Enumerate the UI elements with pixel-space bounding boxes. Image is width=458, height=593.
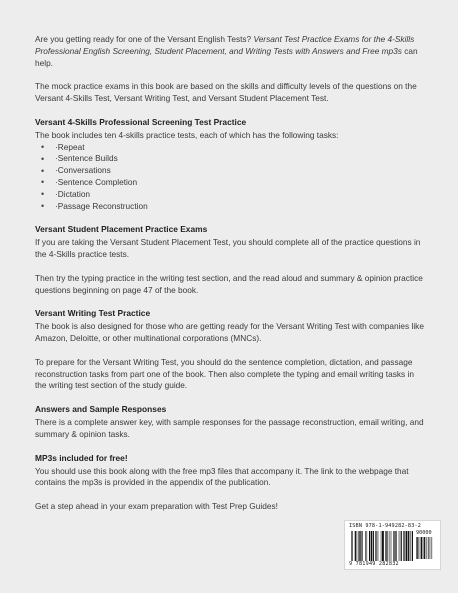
list-item: • ·Repeat — [49, 142, 427, 154]
barcode-bar — [396, 531, 397, 561]
barcode-bar — [406, 531, 408, 561]
intro-paragraph — [35, 34, 427, 69]
barcode-bar — [404, 531, 405, 561]
intro-lead: Are you getting ready for one of the Versant English Tests? — [35, 34, 254, 44]
placement-text-1: If you are taking the Versant Student Placement Test, you should complete all of the practice questions in the 4-Skills practice tests. — [35, 237, 421, 259]
barcode — [344, 520, 441, 570]
list-item: • ·Conversations — [49, 165, 427, 177]
writing-text-2: To prepare for the Versant Writing Test, you should do the sentence completion, dictation, and passage reconstruction tasks from part one of the book. Then also complete the typing and email writing tasks in the writing test section of the study guide. — [35, 356, 414, 391]
barcode-bar — [394, 531, 395, 561]
barcode-bar — [381, 531, 382, 561]
barcode-bar — [393, 531, 394, 561]
barcode-bar — [352, 531, 353, 561]
barcode-bar — [385, 531, 386, 561]
barcode-bar — [428, 537, 429, 559]
mp3-heading: MP3s included for free! — [35, 452, 128, 463]
section-writing — [35, 308, 427, 392]
list-item: • ·Sentence Completion — [49, 177, 427, 189]
task-list — [35, 142, 427, 213]
barcode-bar — [382, 531, 384, 561]
list-item: • ·Dictation — [49, 189, 427, 201]
price-code: 90000 — [416, 530, 432, 536]
barcode-bar — [389, 531, 390, 561]
mock-exams-paragraph: The mock practice exams in this book are based on the skills and difficulty levels of the questions on the Versant 4-Skills Test, Versant Writing Test, and Versant Student Placement Test. — [35, 81, 417, 104]
addon-barcode-graphic — [416, 537, 436, 559]
book-title: Versant Test Practice Exams for the 4-Skills Professional English Screening, Student Placement, and Writing Tests with Answers and Free mp3s — [35, 34, 415, 56]
writing-heading: Versant Writing Test Practice — [35, 308, 151, 319]
isbn-label: ISBN 978-1-949282-83-2 — [349, 523, 422, 529]
barcode-bar — [417, 537, 418, 559]
barcode-bar — [391, 531, 392, 561]
barcode-bar — [421, 537, 422, 559]
barcode-bar — [401, 531, 402, 561]
section-four-skills — [35, 117, 427, 212]
barcode-bar — [358, 531, 359, 561]
answers-heading: Answers and Sample Responses — [35, 404, 167, 415]
barcode-bar — [420, 537, 421, 559]
barcode-bar — [403, 531, 404, 561]
section-placement — [35, 224, 427, 296]
mp3-text: You should use this book along with the free mp3 files that accompany it. The link to the webpage that contains the mp3s is provided in the appendix of the publication. — [35, 465, 409, 488]
barcode-bar — [376, 531, 377, 561]
back-cover-text — [35, 34, 427, 513]
barcode-bar — [357, 531, 358, 561]
ean-digits: 9 781949 282832 — [349, 561, 399, 567]
closing-line: Get a step ahead in your exam preparation with Test Prep Guides! — [35, 501, 278, 512]
section-answers — [35, 404, 427, 440]
barcode-bar — [369, 531, 370, 561]
barcode-bar — [360, 531, 361, 561]
barcode-bar — [355, 531, 356, 561]
barcode-bar — [412, 531, 413, 561]
placement-heading: Versant Student Placement Practice Exams — [35, 224, 208, 235]
placement-text-2: Then try the typing practice in the writing test section, and the read aloud and summary & opinion practice questions beginning on page 47 of the book. — [35, 272, 423, 295]
barcode-bar — [386, 531, 387, 561]
barcode-bar — [423, 537, 424, 559]
barcode-bar — [427, 537, 428, 559]
list-item: • ·Sentence Builds — [49, 153, 427, 165]
barcode-bar — [351, 531, 352, 561]
barcode-bar — [367, 531, 368, 561]
four-skills-text: The book includes ten 4-skills practice tests, each of which has the following tasks: — [35, 129, 339, 140]
barcode-bar — [378, 531, 379, 561]
barcode-bar — [432, 537, 433, 559]
barcode-bar — [408, 531, 409, 561]
barcode-bar — [430, 537, 431, 559]
writing-text-1: The book is also designed for those who are getting ready for the Versant Writing Test with companies like Amazon, Deloitte, or other multinational corporations (MNCs). — [35, 321, 424, 344]
barcode-bar — [373, 531, 374, 561]
barcode-bar — [371, 531, 372, 561]
barcode-bar — [410, 531, 411, 561]
barcode-bar — [416, 537, 417, 559]
ean-barcode-graphic — [351, 531, 413, 561]
list-item: • ·Passage Reconstruction — [49, 201, 427, 213]
barcode-bar — [424, 537, 425, 559]
barcode-bar — [375, 531, 376, 561]
barcode-bar — [365, 531, 366, 561]
four-skills-heading: Versant 4-Skills Professional Screening Test Practice — [35, 116, 247, 127]
section-mp3 — [35, 453, 427, 489]
answers-text: There is a complete answer key, with sample responses for the passage reconstruction, email writing, and summary & opinion tasks. — [35, 417, 424, 439]
intro-tail: can help. — [35, 45, 418, 68]
barcode-bar — [362, 531, 363, 561]
barcode-bar — [399, 531, 400, 561]
